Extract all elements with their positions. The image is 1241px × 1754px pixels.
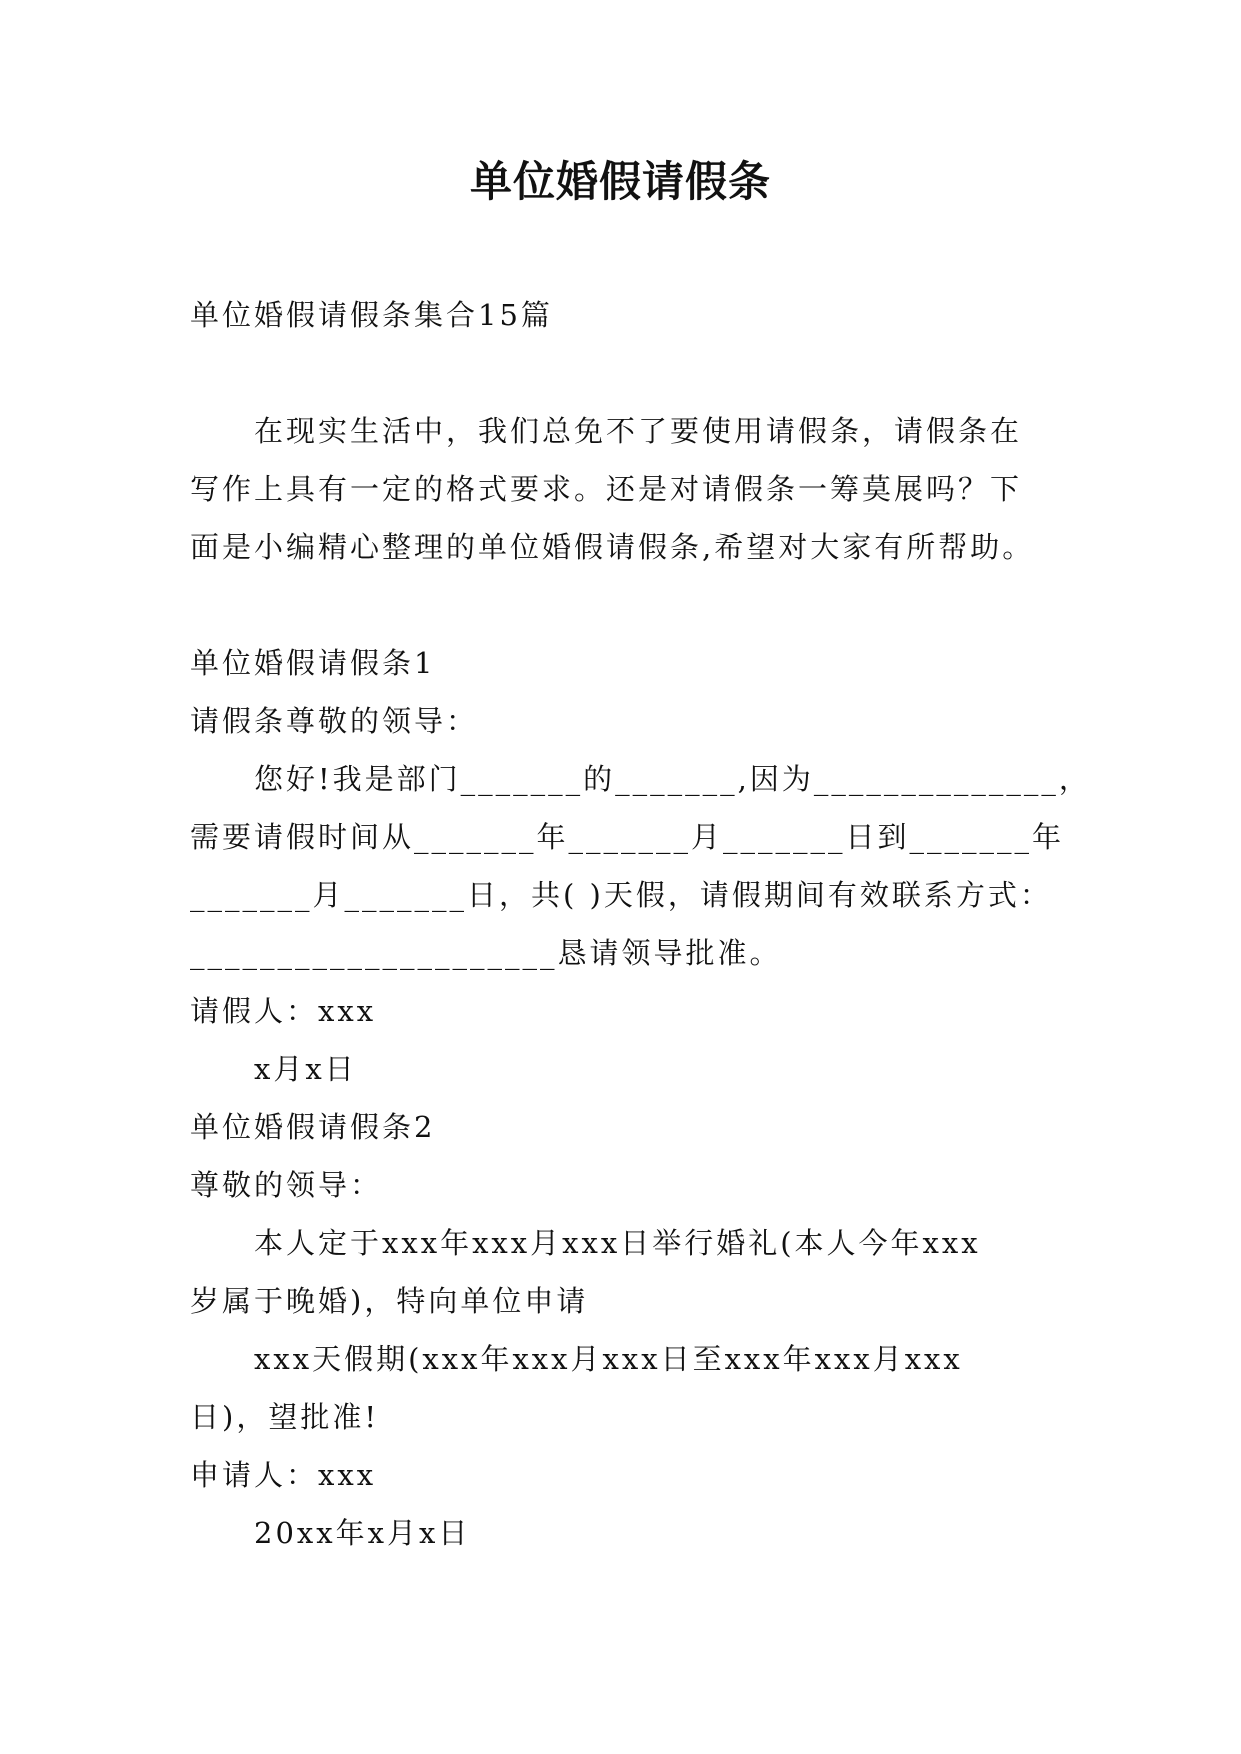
intro-line-2: 写作上具有一定的格式要求。还是对请假条一筹莫展吗？下 — [190, 472, 1023, 506]
section-2-salutation: 尊敬的领导： — [190, 1168, 383, 1202]
section-2-body-line-2: 岁属于晚婚)，特向单位申请 — [190, 1284, 589, 1318]
section-2-date: 20xx年x月x日 — [254, 1516, 471, 1550]
section-2-body-line-1: 本人定于xxx年xxx月xxx日举行婚礼(本人今年xxx — [254, 1226, 981, 1260]
document-title: 单位婚假请假条 — [469, 157, 771, 206]
section-1-body-line-1: 您好!我是部门_______的_______,因为______________， — [254, 762, 1091, 796]
section-1-date: x月x日 — [254, 1052, 357, 1086]
section-1-salutation: 请假条尊敬的领导： — [190, 704, 479, 738]
document-subtitle: 单位婚假请假条集合15篇 — [190, 298, 553, 332]
section-2-heading: 单位婚假请假条2 — [190, 1110, 436, 1144]
document-content — [190, 286, 1091, 1562]
section-1-signature: 请假人：xxx — [190, 994, 377, 1028]
intro-line-1: 在现实生活中，我们总免不了要使用请假条，请假条在 — [254, 414, 1023, 448]
section-1-body-line-3: _______月_______日，共( )天假，请假期间有效联系方式： — [190, 878, 1052, 912]
section-1-body-line-4: _____________________恳请领导批准。 — [190, 936, 782, 970]
section-1-heading: 单位婚假请假条1 — [190, 646, 436, 680]
section-2-body2-line-2: 日)，望批准! — [190, 1400, 379, 1434]
section-1-body-line-2: 需要请假时间从_______年_______月_______日到_______年 — [190, 820, 1065, 854]
section-2-signature: 申请人：xxx — [190, 1458, 377, 1492]
intro-line-3: 面是小编精心整理的单位婚假请假条,希望对大家有所帮助。 — [190, 530, 1035, 564]
section-2-body2-line-1: xxx天假期(xxx年xxx月xxx日至xxx年xxx月xxx — [254, 1342, 963, 1376]
